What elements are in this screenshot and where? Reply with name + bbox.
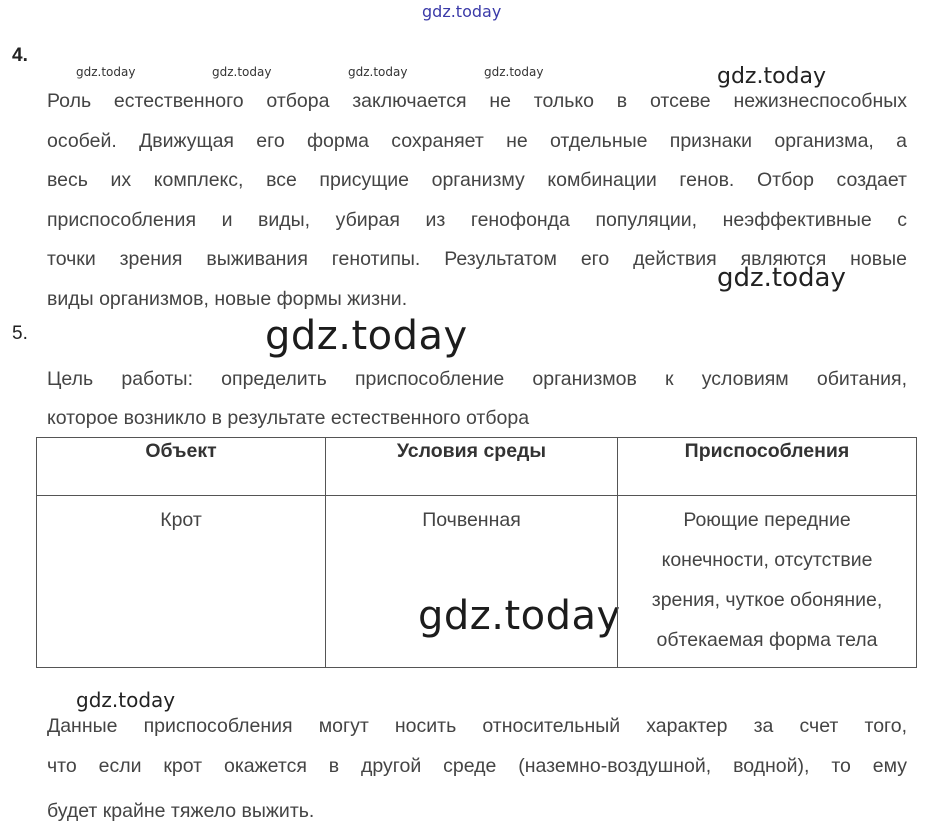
watermark-medium-1: gdz.today (717, 64, 827, 89)
adaptations-table (36, 437, 917, 668)
watermark-large-2: gdz.today (418, 593, 621, 639)
adaptation-line: Роющие передние (683, 509, 851, 531)
text-line: приспособления и виды, убирая из генофонда популяции, неэффективные с (47, 208, 907, 231)
text-line: будет крайне тяжело выжить. (47, 800, 315, 822)
text-line: точки зрения выживания генотипы. Результатом его действия являются новые (47, 248, 907, 271)
header-environment: Условия среды (326, 438, 618, 496)
item-number-5: 5. (12, 323, 28, 344)
goal-paragraph (47, 360, 907, 438)
watermark-medium-3: gdz.today (76, 688, 176, 712)
conclusion-paragraph (47, 706, 907, 831)
text-line: Роль естественного отбора заключается не только в отсеве нежизнеспособных (47, 90, 907, 112)
watermark-top: gdz.today (422, 2, 502, 21)
text-line: особей. Движущая его форма сохраняет не отдельные признаки организма, а (47, 129, 907, 152)
watermark-large-1: gdz.today (265, 313, 468, 359)
item-number-4: 4. (12, 45, 28, 66)
text-line: Цель работы: определить приспособление организмов к условиям обитания, (47, 368, 907, 390)
text-line: что если крот окажется в другой среде (наземно-воздушной, водной), то ему (47, 755, 907, 777)
watermark-medium-2: gdz.today (717, 263, 846, 293)
header-adaptations: Приспособления (618, 438, 917, 496)
watermark-small-1: gdz.today (76, 65, 136, 79)
cell-object: Крот (37, 496, 326, 668)
text-line: виды организмов, новые формы жизни. (47, 287, 408, 310)
text-line: весь их комплекс, все присущие организму комбинации генов. Отбор создает (47, 169, 907, 192)
table-row (37, 496, 917, 668)
item-4-paragraph (47, 82, 907, 320)
watermark-small-3: gdz.today (348, 65, 408, 79)
text-line: которое возникло в результате естественного отбора (47, 407, 530, 429)
watermark-small-4: gdz.today (484, 65, 544, 79)
adaptation-line: конечности, отсутствие (661, 549, 873, 571)
adaptation-line: зрения, чуткое обоняние, (651, 589, 883, 611)
text-line: Данные приспособления могут носить относительный характер за счет того, (47, 715, 907, 737)
cell-environment: Почвенная (326, 496, 618, 668)
table-header-row (37, 438, 917, 496)
watermark-small-2: gdz.today (212, 65, 272, 79)
header-object: Объект (37, 438, 326, 496)
cell-adaptations (618, 496, 917, 668)
adaptation-line: обтекаемая форма тела (656, 629, 878, 651)
